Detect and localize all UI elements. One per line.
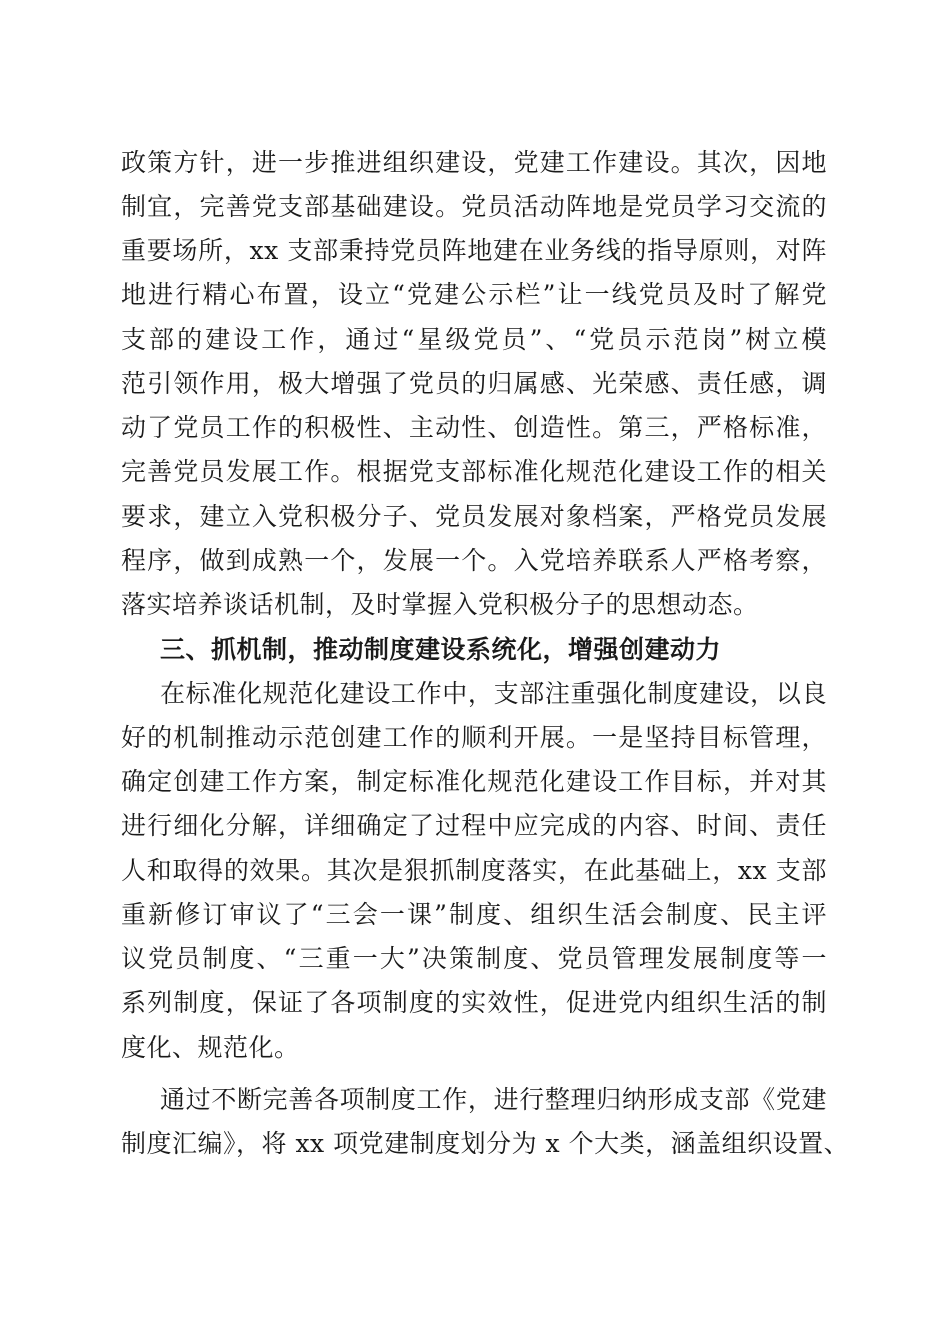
paragraph-2-line-4: 进行细化分解，详细确定了过程中应完成的内容、时间、责任 bbox=[121, 811, 827, 840]
paragraph-2-line-1: 在标准化规范化建设工作中，支部注重强化制度建设，以良 bbox=[160, 679, 827, 708]
paragraph-2-line-2: 好的机制推动示范创建工作的顺利开展。一是坚持目标管理， bbox=[121, 723, 827, 752]
paragraph-1-line-1: 政策方针，进一步推进组织建设，党建工作建设。其次，因地 bbox=[121, 148, 827, 177]
paragraph-2-line-5: 人和取得的效果。其次是狠抓制度落实，在此基础上，xx 支部 bbox=[121, 856, 827, 885]
paragraph-1-line-4: 地进行精心布置，设立“党建公示栏”让一线党员及时了解党 bbox=[121, 280, 827, 309]
paragraph-1-line-10: 程序，做到成熟一个，发展一个。入党培养联系人严格考察， bbox=[121, 546, 827, 575]
paragraph-1-line-11: 落实培养谈话机制，及时掌握入党积极分子的思想动态。 bbox=[121, 590, 759, 619]
section-heading-3: 三、抓机制，推动制度建设系统化，增强创建动力 bbox=[160, 635, 722, 664]
paragraph-1-line-9: 要求，建立入党积极分子、党员发展对象档案，严格党员发展 bbox=[121, 502, 827, 531]
paragraph-1-line-6: 范引领作用，极大增强了党员的归属感、光荣感、责任感，调 bbox=[121, 369, 827, 398]
paragraph-2-line-7: 议党员制度、“三重一大”决策制度、党员管理发展制度等一 bbox=[121, 944, 827, 973]
paragraph-2-line-9: 度化、规范化。 bbox=[121, 1033, 300, 1062]
paragraph-1-line-3: 重要场所，xx 支部秉持党员阵地建在业务线的指导原则，对阵 bbox=[121, 236, 827, 265]
paragraph-2-line-3: 确定创建工作方案，制定标准化规范化建设工作目标，并对其 bbox=[121, 767, 827, 796]
paragraph-1-line-2: 制宜，完善党支部基础建设。党员活动阵地是党员学习交流的 bbox=[121, 192, 827, 221]
paragraph-3-line-2: 制度汇编》，将 xx 项党建制度划分为 x 个大类，涵盖组织设置、 bbox=[121, 1129, 850, 1158]
paragraph-3-line-1: 通过不断完善各项制度工作，进行整理归纳形成支部《党建 bbox=[160, 1085, 827, 1114]
paragraph-1-line-7: 动了党员工作的积极性、主动性、创造性。第三，严格标准， bbox=[121, 413, 827, 442]
paragraph-2-line-6: 重新修订审议了“三会一课”制度、组织生活会制度、民主评 bbox=[121, 900, 827, 929]
paragraph-2-line-8: 系列制度，保证了各项制度的实效性，促进党内组织生活的制 bbox=[121, 988, 827, 1017]
paragraph-1-line-5: 支部的建设工作，通过“星级党员”、“党员示范岗”树立模 bbox=[121, 325, 827, 354]
paragraph-1-line-8: 完善党员发展工作。根据党支部标准化规范化建设工作的相关 bbox=[121, 457, 827, 486]
